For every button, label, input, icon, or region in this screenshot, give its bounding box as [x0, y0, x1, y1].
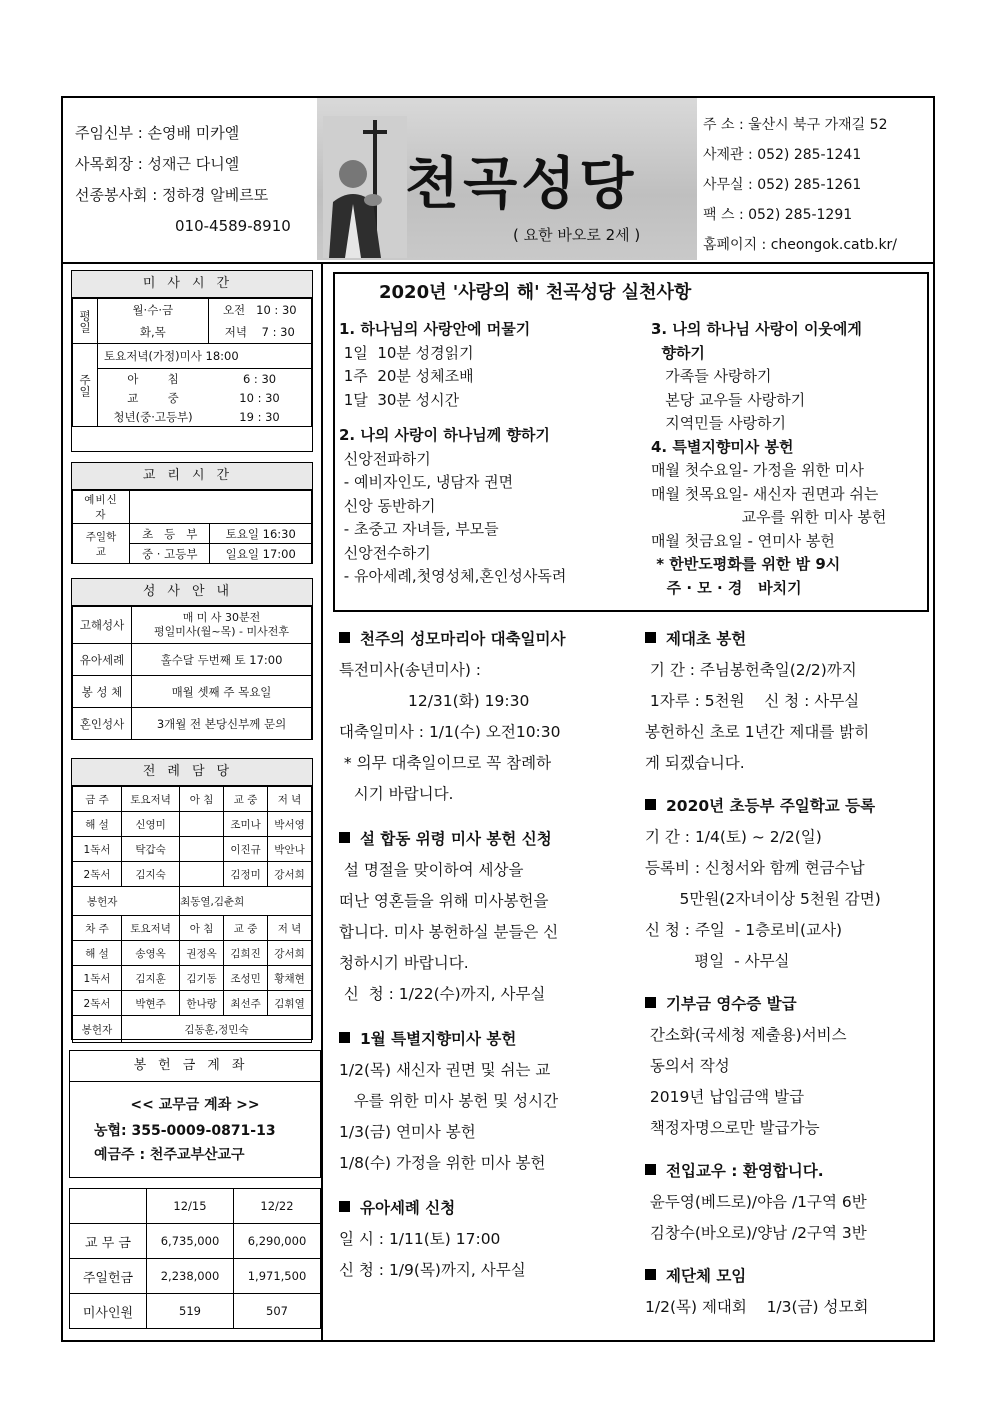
notice-line: 5만원(2자녀이상 5천원 감면) — [645, 890, 881, 908]
cell: 김휘열 — [268, 991, 312, 1016]
sacraments-title: 성사안내 — [72, 579, 312, 606]
weekday-time-1: 오전 10 : 30 — [208, 299, 311, 322]
cell: 김지숙 — [122, 862, 180, 887]
practice-line: 지역민들 사랑하기 — [651, 414, 786, 432]
contact-rectory: 사제관 : 052) 285-1241 — [703, 147, 862, 163]
table-row — [73, 812, 312, 837]
cell: 1,971,500 — [234, 1259, 321, 1294]
staff-pastor: 주임신부 : 손영배 미카엘 — [75, 124, 240, 142]
square-bullet-icon — [339, 1032, 350, 1043]
notice-line: 특전미사(송년미사) : — [339, 661, 482, 679]
account-box — [69, 1050, 321, 1178]
cell: 2독서 — [73, 991, 122, 1016]
middle-high-time: 일요일 17:00 — [210, 544, 312, 564]
notice-line: 떠난 영혼들을 위해 미사봉헌을 — [339, 892, 549, 910]
table-row — [73, 862, 312, 887]
contact-fax: 팩 스 : 052) 285-1291 — [703, 207, 853, 223]
liturgy-head-this-week — [73, 787, 312, 812]
cell: 박안나 — [268, 837, 312, 862]
practice-box — [333, 272, 929, 612]
notice-line: 합니다. 미사 봉헌하실 분들은 신 — [339, 923, 559, 941]
weekday-days-1: 월·수·금 — [98, 299, 209, 322]
notice-line: 봉헌하신 초로 1년간 제대를 밝히 — [645, 723, 870, 741]
account-title: 봉헌금계좌 — [70, 1051, 320, 1082]
weekday-days-2: 화,목 — [98, 321, 209, 344]
notice-line: 1/2(목) 새신자 권면 및 쉬는 교 — [339, 1061, 551, 1079]
cell: 교 중 — [224, 787, 268, 812]
table-row — [70, 1259, 321, 1294]
account-number: 농협: 355-0009-0871-13 — [94, 1123, 276, 1139]
mass-times-table — [72, 298, 312, 427]
notice-line: 평일 - 사무실 — [645, 952, 790, 970]
notice-line: 간소화(국세청 제출용)서비스 — [645, 1026, 847, 1044]
mass-times-title: 미사시간 — [72, 271, 312, 298]
right-area — [323, 262, 933, 1342]
square-bullet-icon — [339, 632, 350, 643]
staff-council: 사목회장 : 성재근 다니엘 — [75, 155, 240, 173]
contact-office: 사무실 : 052) 285-1261 — [703, 177, 862, 193]
notice-line: 기 간 : 1/4(토) ~ 2/2(일) — [645, 828, 822, 846]
cell: 조미나 — [224, 812, 268, 837]
table-row — [70, 1294, 321, 1329]
notice-line: 시기 바랍니다. — [339, 785, 454, 803]
table-row — [73, 941, 312, 966]
practice-line: 신앙전파하기 — [339, 449, 431, 468]
cell: 해 설 — [73, 941, 122, 966]
notice-title — [645, 989, 881, 1020]
notice-title-text: 천주의 성모마리아 대축일미사 — [360, 630, 566, 648]
infant-baptism-label: 유아세례 — [73, 644, 132, 676]
sunday-name-1: 아 침 — [98, 369, 209, 389]
sunday-time-2: 10 : 30 — [208, 388, 311, 407]
marriage-label: 혼인성사 — [73, 708, 132, 740]
elementary-name: 초 등 부 — [130, 524, 210, 544]
table-row — [73, 887, 312, 916]
notice-line: 1/3(금) 연미사 봉헌 — [339, 1123, 476, 1141]
cell — [180, 812, 224, 837]
catechism-title: 교리시간 — [72, 463, 312, 490]
notice-line: 2019년 납입금액 발급 — [645, 1088, 805, 1106]
notice-title — [339, 1193, 565, 1224]
cell: 1독서 — [73, 966, 122, 991]
notices-left-column — [339, 624, 565, 1286]
practice-line: - 예비자인도, 냉담자 권면 — [339, 473, 514, 491]
table-row — [73, 1016, 312, 1043]
notice-title-text: 제대초 봉헌 — [666, 630, 747, 648]
cell — [70, 1189, 147, 1224]
middle-high-name: 중 · 고등부 — [130, 544, 210, 564]
notice-title — [339, 624, 565, 655]
table-row — [73, 991, 312, 1016]
practice-left-column — [339, 318, 566, 589]
notice-line: 1/2(목) 제대회 1/3(금) 성모회 — [645, 1298, 869, 1316]
cell: 김정미 — [224, 862, 268, 887]
sunday-school-label: 주일학교 — [73, 524, 130, 564]
practice-line: 매월 첫수요일- 가정을 위한 미사 — [651, 461, 864, 479]
notice-line: 우를 위한 미사 봉헌 및 성시간 — [339, 1092, 559, 1110]
cell: 교 중 — [224, 916, 268, 941]
church-patron: ( 요한 바오로 2세 ) — [513, 226, 641, 244]
practice-title: 2020년 '사랑의 해' 천곡성당 실천사항 — [379, 282, 692, 303]
liturgy-table — [72, 786, 312, 1043]
cell: 6,735,000 — [147, 1224, 234, 1259]
liturgy-title: 전례담당 — [72, 759, 312, 786]
mass-times-box — [71, 270, 313, 452]
finance-head — [70, 1189, 321, 1224]
cell: 차 주 — [73, 916, 122, 941]
pope-figure-icon — [323, 116, 407, 258]
cell: 교 무 금 — [70, 1224, 147, 1259]
sunday-name-2: 교 중 — [98, 388, 209, 407]
church-logo — [317, 98, 697, 260]
cell: 미사인원 — [70, 1294, 147, 1329]
cell: 6,290,000 — [234, 1224, 321, 1259]
header — [63, 98, 933, 264]
bulletin-frame — [61, 96, 935, 1342]
notice-line: 1자루 : 5천원 신 청 : 사무실 — [645, 692, 860, 710]
notice-line: 김창수(바오로)/양남 /2구역 3반 — [645, 1224, 867, 1242]
catechumen-label: 예비신자 — [73, 491, 130, 524]
square-bullet-icon — [645, 632, 656, 643]
cell — [180, 862, 224, 887]
infant-baptism-value: 홀수달 두번째 토 17:00 — [132, 644, 312, 676]
notice-title-text: 설 합동 위령 미사 봉헌 신청 — [360, 830, 552, 848]
contact-homepage[interactable]: 홈페이지 : cheongok.catb.kr/ — [703, 237, 898, 253]
cell: 조성민 — [224, 966, 268, 991]
practice-line: 교우를 위한 미사 봉헌 — [651, 508, 887, 526]
practice-line — [339, 412, 566, 424]
sunday-label: 주일 — [73, 344, 98, 427]
practice-line: 매월 첫목요일- 새신자 권면과 쉬는 — [651, 484, 879, 503]
square-bullet-icon — [339, 832, 350, 843]
cell: 권정옥 — [180, 941, 224, 966]
offerer-this-week: 최동열,김춘희 — [180, 887, 312, 916]
elementary-time: 토요일 16:30 — [210, 524, 312, 544]
square-bullet-icon — [339, 1201, 350, 1212]
square-bullet-icon — [645, 1164, 656, 1175]
cell: 송영옥 — [122, 941, 180, 966]
liturgy-box — [71, 758, 313, 1040]
finance-table — [69, 1188, 321, 1329]
weekday-time-2: 저녁 7 : 30 — [208, 321, 311, 344]
cell: 박서영 — [268, 812, 312, 837]
practice-right-column — [651, 318, 886, 600]
sunday-saturday-mass: 토요저녁(가정)미사 18:00 — [98, 344, 312, 369]
account-heading: << 교무금 계좌 >> — [130, 1097, 260, 1113]
notice-title-text: 1월 특별지향미사 봉헌 — [360, 1030, 517, 1048]
cell: 황채현 — [268, 966, 312, 991]
notice-line: 동의서 작성 — [645, 1057, 730, 1075]
practice-line: 매월 첫금요일 - 연미사 봉헌 — [651, 531, 835, 550]
notice-line: 등록비 : 신청서와 함께 현금수납 — [645, 859, 865, 877]
cell: 김지훈 — [122, 966, 180, 991]
cell: 신영미 — [122, 812, 180, 837]
cell: 12/15 — [147, 1189, 234, 1224]
logo-caption — [317, 248, 374, 259]
staff-funeral: 선종봉사회 : 정하경 알베르또 — [75, 186, 269, 204]
table-row — [70, 1224, 321, 1259]
cell: 주일헌금 — [70, 1259, 147, 1294]
sunday-time-3: 19 : 30 — [208, 407, 311, 427]
notice-line: 책정자명으로만 발급가능 — [645, 1119, 820, 1137]
church-name: 천곡성당 — [405, 152, 638, 217]
notice-title — [339, 824, 565, 855]
practice-line: 신앙 동반하기 — [339, 496, 436, 515]
notice-line: 기 간 : 주님봉헌축일(2/2)까지 — [645, 661, 857, 679]
practice-line: 가족들 사랑하기 — [651, 367, 772, 385]
cell: 토요저녁 — [122, 787, 180, 812]
staff-list — [75, 118, 291, 242]
notice-line: 대축일미사 : 1/1(수) 오전10:30 — [339, 723, 561, 741]
notice-title-text: 유아세례 신청 — [360, 1199, 456, 1217]
cell: 토요저녁 — [122, 916, 180, 941]
notice-title-text: 전입교우 : 환영합니다. — [666, 1162, 824, 1180]
notice-title-text: 기부금 영수증 발급 — [666, 995, 797, 1013]
practice-line: - 유아세례,첫영성체,혼인성사독려 — [339, 567, 567, 585]
notice-line: * 의무 대축일이므로 꼭 참례하 — [339, 754, 552, 772]
notice-title-text: 제단체 모임 — [666, 1267, 747, 1285]
square-bullet-icon — [645, 1269, 656, 1280]
cell: 507 — [234, 1294, 321, 1329]
notices-right-column — [645, 624, 881, 1323]
cell: 저 녁 — [268, 787, 312, 812]
cell: 아 침 — [180, 916, 224, 941]
cell: 1독서 — [73, 837, 122, 862]
weekday-label: 평일 — [73, 299, 98, 344]
practice-line: 주 · 모 · 경 바치기 — [651, 578, 802, 597]
notice-line: 신 청 : 주일 - 1층로비(교사) — [645, 921, 843, 939]
cell: 2,238,000 — [147, 1259, 234, 1294]
sacraments-table — [72, 606, 312, 740]
practice-line: - 초중고 자녀들, 부모들 — [339, 520, 499, 538]
cell: 금 주 — [73, 787, 122, 812]
cell: 김기동 — [180, 966, 224, 991]
notice-line: 청하시기 바랍니다. — [339, 954, 469, 972]
notice-line: 1/8(수) 가정을 위한 미사 봉헌 — [339, 1154, 546, 1172]
notice-title — [339, 1024, 565, 1055]
notice-title — [645, 1261, 881, 1292]
left-column — [63, 262, 323, 1342]
cell: 2독서 — [73, 862, 122, 887]
cell: 강서희 — [268, 862, 312, 887]
cell: 한나랑 — [180, 991, 224, 1016]
offerer-label: 봉헌자 — [73, 1016, 122, 1043]
catechumen-value — [130, 491, 312, 524]
notice-title — [645, 624, 881, 655]
notice-title — [645, 791, 881, 822]
sacraments-box — [71, 578, 313, 740]
practice-line: 향하기 — [651, 343, 705, 362]
notice-title-text: 2020년 초등부 주일학교 등록 — [666, 797, 876, 815]
sunday-time-1: 6 : 30 — [208, 369, 311, 389]
notice-line: 일 시 : 1/11(토) 17:00 — [339, 1230, 501, 1248]
practice-line: 본당 교우들 사랑하기 — [651, 390, 806, 409]
sunday-name-3: 청년(중·고등부) — [98, 407, 209, 427]
notice-line: 12/31(화) 19:30 — [339, 692, 530, 710]
square-bullet-icon — [645, 997, 656, 1008]
square-bullet-icon — [645, 799, 656, 810]
table-row — [73, 966, 312, 991]
practice-line: 4. 특별지향미사 봉헌 — [651, 437, 794, 456]
cell: 아 침 — [180, 787, 224, 812]
practice-line: 3. 나의 하나님 사랑이 이웃에게 — [651, 320, 862, 338]
practice-line: * 한반도평화를 위한 밤 9시 — [651, 555, 841, 573]
cell: 탁갑숙 — [122, 837, 180, 862]
cell: 이진규 — [224, 837, 268, 862]
communion-value: 매월 셋째 주 목요일 — [132, 676, 312, 708]
cell: 12/22 — [234, 1189, 321, 1224]
table-row — [73, 837, 312, 862]
cell: 최선주 — [224, 991, 268, 1016]
finance-box — [69, 1188, 321, 1328]
notice-line: 신 청 : 1/9(목)까지, 사무실 — [339, 1261, 526, 1279]
practice-line: 1. 하나님의 사랑안에 머물기 — [339, 320, 531, 338]
offerer-label: 봉헌자 — [73, 887, 180, 916]
communion-label: 봉 성 체 — [73, 676, 132, 708]
confession-value: 매 미 사 30분전 평일미사(월~목) - 미사전후 — [132, 607, 312, 644]
practice-line: 1일 10분 성경읽기 — [339, 343, 474, 362]
catechism-box — [71, 462, 313, 564]
staff-phone: 010-4589-8910 — [175, 217, 291, 235]
practice-line: 신앙전수하기 — [339, 543, 431, 562]
notice-line: 게 되겠습니다. — [645, 754, 745, 772]
liturgy-head-next-week — [73, 916, 312, 941]
cell: 박현주 — [122, 991, 180, 1016]
marriage-value: 3개월 전 본당신부께 문의 — [132, 708, 312, 740]
practice-line: 1주 20분 성체조배 — [339, 367, 474, 385]
offerer-next-week: 김동훈,정민숙 — [122, 1016, 312, 1043]
practice-line: 1달 30분 성시간 — [339, 390, 460, 409]
cell — [180, 837, 224, 862]
notice-line: 설 명절을 맞이하여 세상을 — [339, 861, 524, 879]
catechism-table — [72, 490, 312, 564]
confession-label: 고해성사 — [73, 607, 132, 644]
cell: 강서희 — [268, 941, 312, 966]
contact-address: 주 소 : 울산시 북구 가재길 52 — [703, 117, 888, 133]
cell: 해 설 — [73, 812, 122, 837]
account-holder: 예금주 : 천주교부산교구 — [94, 1147, 245, 1163]
notice-line: 윤두영(베드로)/야음 /1구역 6반 — [645, 1193, 867, 1211]
notice-title — [645, 1156, 881, 1187]
cell: 519 — [147, 1294, 234, 1329]
contact-list — [703, 110, 897, 260]
practice-line: 2. 나의 사랑이 하나님께 향하기 — [339, 426, 550, 444]
notice-line: 신 청 : 1/22(수)까지, 사무실 — [339, 985, 546, 1003]
cell: 저 녁 — [268, 916, 312, 941]
cell: 김희진 — [224, 941, 268, 966]
